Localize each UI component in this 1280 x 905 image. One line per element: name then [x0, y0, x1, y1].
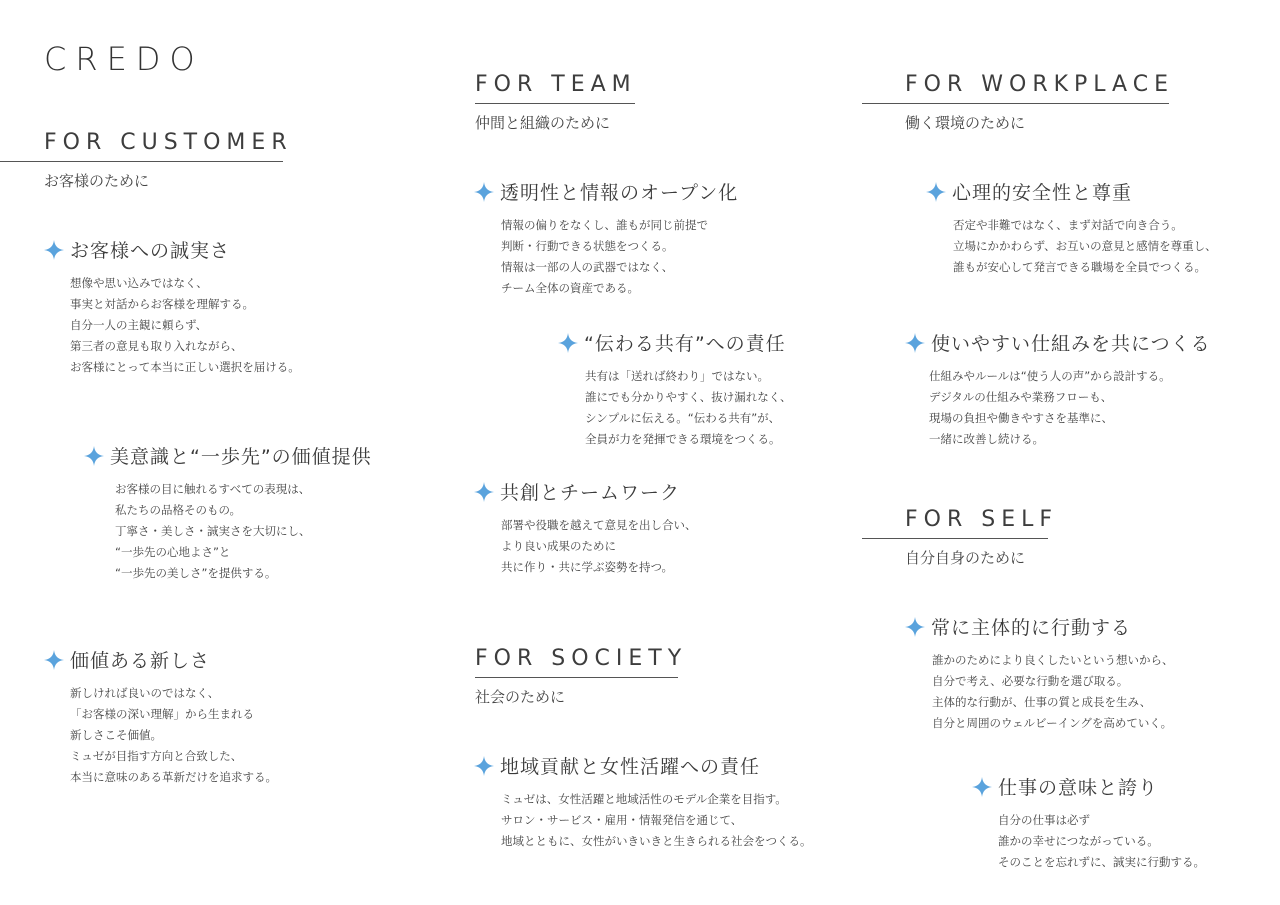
item-body [70, 683, 277, 788]
body-line: 本当に意味のある革新だけを追求する。 [70, 770, 277, 784]
body-line: 共有は「送れば終わり」ではない。 [585, 369, 769, 383]
body-line: 誰もが安心して発言できる職場を全員でつくる。 [953, 260, 1206, 274]
credo-item [474, 478, 697, 578]
body-line: ミュゼは、女性活躍と地域活性のモデル企業を目指す。 [501, 792, 787, 806]
sparkle-icon [474, 482, 494, 502]
credo-item [558, 329, 792, 450]
body-line: 「お客様の深い理解」から生まれる [70, 707, 254, 721]
item-title: 常に主体的に行動する [931, 617, 1132, 639]
body-line: お客様の目に触れるすべての表現は、 [115, 482, 311, 496]
item-title: 地域貢献と女性活躍への責任 [500, 756, 761, 778]
section-title-jp: 社会のために [475, 688, 566, 706]
body-line: 共に作り・共に学ぶ姿勢を持つ。 [501, 560, 674, 574]
item-title: 透明性と情報のオープン化 [500, 182, 739, 204]
item-body [585, 366, 792, 450]
body-line: 部署や役職を越えて意見を出し合い、 [501, 518, 697, 532]
sparkle-icon [474, 756, 494, 776]
section-title-jp: 仲間と組織のために [475, 114, 611, 132]
body-line: “一歩先の心地よさ”と [115, 545, 231, 559]
body-line: 新しさこそ価値。 [70, 728, 162, 742]
body-line: 自分と周囲のウェルビーイングを高めていく。 [932, 716, 1173, 730]
body-line: 一緒に改善し続ける。 [929, 432, 1044, 446]
item-body [501, 215, 738, 299]
body-line: 自分一人の主観に頼らず、 [70, 318, 208, 332]
item-body [932, 650, 1174, 734]
item-body [501, 789, 812, 852]
page-title: CREDO [44, 40, 204, 78]
sparkle-icon [905, 333, 925, 353]
body-line: 地域とともに、女性がいきいきと生きられる社会をつくる。 [501, 834, 812, 848]
section-divider [475, 677, 678, 678]
body-line: シンプルに伝える。“伝わる共有”が、 [585, 411, 781, 425]
body-line: 第三者の意見も取り入れながら、 [70, 339, 243, 353]
body-line: 情報の偏りをなくし、誰もが同じ前提で [501, 218, 708, 232]
item-title: お客様への誠実さ [70, 240, 231, 262]
body-line: 私たちの品格そのもの。 [115, 503, 242, 517]
sparkle-icon [926, 182, 946, 202]
body-line: 情報は一部の人の武器ではなく、 [501, 260, 674, 274]
body-line: 誰かのためにより良くしたいという想いから、 [932, 653, 1174, 667]
body-line: 現場の負担や働きやすさを基準に、 [929, 411, 1113, 425]
item-body [70, 273, 300, 378]
section-divider [862, 538, 1048, 539]
section-title-en: FOR TEAM [475, 72, 637, 97]
section-header-customer [0, 130, 293, 191]
body-line: そのことを忘れずに、誠実に行動する。 [998, 855, 1205, 869]
body-line: サロン・サービス・雇用・情報発信を通じて、 [501, 813, 743, 827]
credo-item [474, 178, 738, 299]
body-line: より良い成果のために [501, 539, 616, 553]
credo-item [44, 236, 300, 378]
section-title-jp: お客様のために [44, 172, 150, 190]
section-title-en: FOR SOCIETY [475, 646, 688, 671]
section-header-self [862, 507, 1058, 568]
section-header-society [475, 646, 687, 707]
body-line: 主体的な行動が、仕事の質と成長を生み、 [932, 695, 1152, 709]
section-header-team [475, 72, 637, 133]
sparkle-icon [474, 182, 494, 202]
body-line: 自分で考え、必要な行動を選び取る。 [932, 674, 1129, 688]
section-title-jp: 働く環境のために [905, 114, 1026, 132]
body-line: 判断・行動できる状態をつくる。 [501, 239, 674, 253]
body-line: ミュゼが目指す方向と合致した、 [70, 749, 243, 763]
item-title: “伝わる共有”への責任 [584, 333, 786, 355]
body-line: 丁寧さ・美しさ・誠実さを大切にし、 [115, 524, 311, 538]
sparkle-icon [44, 650, 64, 670]
credo-item [926, 178, 1217, 278]
item-body [115, 479, 372, 584]
section-title-en: FOR WORKPLACE [905, 72, 1174, 97]
body-line: 仕組みやルールは“使う人の声”から設計する。 [929, 369, 1171, 383]
item-body [998, 810, 1205, 873]
section-divider [475, 103, 635, 104]
section-title-en: FOR SELF [905, 507, 1059, 532]
body-line: お客様にとって本当に正しい選択を届ける。 [70, 360, 300, 374]
body-line: 否定や非難ではなく、まず対話で向き合う。 [953, 218, 1183, 232]
section-title-jp: 自分自身のために [905, 549, 1026, 567]
item-body [501, 515, 697, 578]
body-line: 事実と対話からお客様を理解する。 [70, 297, 254, 311]
body-line: 全員が力を発揮できる環境をつくる。 [585, 432, 781, 446]
body-line: “一歩先の美しさ”を提供する。 [115, 566, 277, 580]
item-title: 共創とチームワーク [500, 482, 681, 504]
sparkle-icon [972, 777, 992, 797]
body-line: 新しければ良いのではなく、 [70, 686, 220, 700]
item-title: 美意識と“一歩先”の価値提供 [110, 446, 372, 468]
section-divider [0, 161, 283, 162]
sparkle-icon [558, 333, 578, 353]
sparkle-icon [84, 446, 104, 466]
body-line: 誰にでも分かりやすく、抜け漏れなく、 [585, 390, 792, 404]
body-line: デジタルの仕組みや業務フローも、 [929, 390, 1113, 404]
section-divider [862, 103, 1169, 104]
credo-item [905, 329, 1211, 450]
body-line: 誰かの幸せにつながっている。 [998, 834, 1159, 848]
credo-item [972, 773, 1205, 873]
item-body [953, 215, 1217, 278]
section-title-en: FOR CUSTOMER [44, 130, 293, 155]
sparkle-icon [905, 617, 925, 637]
item-title: 価値ある新しさ [70, 650, 211, 672]
body-line: 立場にかかわらず、お互いの意見と感情を尊重し、 [953, 239, 1217, 253]
credo-item [905, 613, 1174, 734]
item-title: 仕事の意味と誇り [998, 777, 1159, 799]
credo-item [474, 752, 812, 852]
item-body [929, 366, 1211, 450]
body-line: チーム全体の資産である。 [501, 281, 639, 295]
body-line: 想像や思い込みではなく、 [70, 276, 208, 290]
credo-item [84, 442, 372, 584]
body-line: 自分の仕事は必ず [998, 813, 1090, 827]
sparkle-icon [44, 240, 64, 260]
section-header-workplace [862, 72, 1174, 133]
credo-item [44, 646, 277, 788]
item-title: 心理的安全性と尊重 [952, 182, 1133, 204]
item-title: 使いやすい仕組みを共につくる [931, 333, 1211, 355]
